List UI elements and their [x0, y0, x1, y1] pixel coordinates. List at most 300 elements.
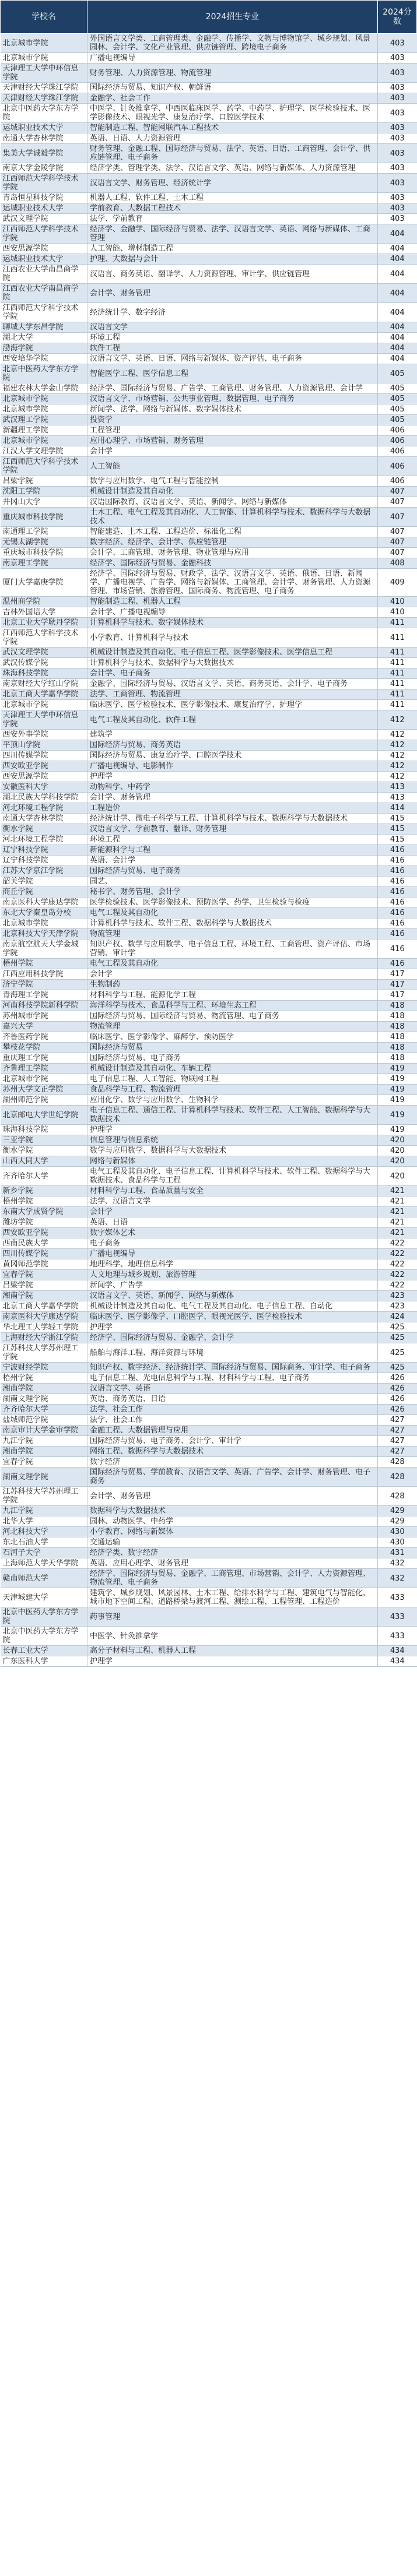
score-cell: 403 [378, 93, 417, 104]
major-cell: 数学与应用数学、电气工程与智能控制 [87, 476, 378, 487]
major-cell: 经济学类、管理学类、法学、汉语言文学、英语、网络与新媒体、人力资源管理 [87, 163, 378, 174]
school-cell: 攀枝花学院 [1, 1043, 87, 1053]
table-row [1, 1363, 417, 1373]
score-cell: 403 [378, 133, 417, 144]
score-cell: 413 [378, 782, 417, 793]
school-cell: 南京医科大学康达学院 [1, 1312, 87, 1322]
major-cell: 法学、工商管理、物流管理 [87, 689, 378, 700]
major-cell: 智能医学工程、医学信息工程 [87, 364, 378, 383]
table-row [1, 1291, 417, 1301]
table-row [1, 658, 417, 668]
major-cell: 汉语言文学、英语、日语、网络与新媒体、资产评估、电子商务 [87, 354, 378, 364]
header-school: 学校名 [1, 1, 87, 34]
school-cell: 湖南文理学院 [1, 1468, 87, 1487]
school-cell: 新乡学院 [1, 1186, 87, 1196]
table-row [1, 980, 417, 990]
school-cell: 重庆理工学院 [1, 1053, 87, 1064]
table-row [1, 497, 417, 508]
table-row [1, 740, 417, 751]
table-row [1, 537, 417, 548]
table-row [1, 1312, 417, 1322]
score-cell: 403 [378, 163, 417, 174]
major-cell: 材料科学与工程、能源化学工程 [87, 990, 378, 1001]
score-cell: 405 [378, 383, 417, 394]
major-cell: 人文地理与城乡规划、旅游管理 [87, 1270, 378, 1280]
school-cell: 赣南师范大学 [1, 1569, 87, 1588]
school-cell: 天津城建大学 [1, 1588, 87, 1607]
school-cell: 武汉文理学院 [1, 214, 87, 224]
table-row [1, 1405, 417, 1415]
school-cell: 湘南学院 [1, 1447, 87, 1457]
school-cell: 安徽医科大学 [1, 782, 87, 793]
table-row [1, 898, 417, 908]
score-cell: 404 [378, 354, 417, 364]
major-cell: 英语、应用心理学、财务管理 [87, 1558, 378, 1569]
major-cell: 护理学 [87, 1322, 378, 1333]
school-cell: 上海师范大学天华学院 [1, 1558, 87, 1569]
table-row [1, 333, 417, 343]
school-cell: 青岛恒星科技学院 [1, 193, 87, 203]
school-cell: 嘉兴大学 [1, 1022, 87, 1032]
table-row [1, 34, 417, 53]
major-cell: 新闻学、法学、网络与新媒体、数字媒体技术 [87, 404, 378, 415]
score-cell: 426 [378, 1373, 417, 1384]
school-cell: 东北石油大学 [1, 1537, 87, 1548]
school-cell: 重庆城市科技学院 [1, 508, 87, 527]
table-row [1, 193, 417, 203]
school-cell: 东北大学秦皇岛分校 [1, 908, 87, 919]
major-cell: 计算机科学与技术、数字媒体技术 [87, 618, 378, 628]
score-cell: 403 [378, 214, 417, 224]
table-row [1, 446, 417, 457]
table-row [1, 1085, 417, 1095]
school-cell: 南通理工学院 [1, 527, 87, 537]
header-score: 2024分数 [378, 1, 417, 34]
table-row [1, 1343, 417, 1363]
table-row [1, 1125, 417, 1135]
school-cell: 聊城大学东昌学院 [1, 322, 87, 333]
major-cell: 智能制造工程、智能网联汽车工程技术 [87, 123, 378, 133]
table-row [1, 877, 417, 887]
score-cell: 403 [378, 144, 417, 163]
table-row [1, 1249, 417, 1259]
score-cell: 416 [378, 845, 417, 856]
table-header-row [1, 1, 417, 34]
major-cell: 汉语言、商务英语、翻译学、人力资源管理、审计学、供应链管理 [87, 265, 378, 284]
major-cell: 经济学、国际经济与贸易、金融学、工商管理、市场营销、会计学、人力资源管理、物流管理、电子商务 [87, 1569, 378, 1588]
score-cell: 413 [378, 793, 417, 803]
major-cell: 国际经济与贸易、电子商务 [87, 866, 378, 877]
score-cell: 412 [378, 772, 417, 782]
major-cell: 数学与应用数学、数据科学与大数据技术 [87, 1146, 378, 1156]
score-cell: 405 [378, 404, 417, 415]
school-cell: 齐鲁医药学院 [1, 1032, 87, 1043]
school-cell: 北京中医药大学东方学院 [1, 1607, 87, 1627]
score-cell: 411 [378, 647, 417, 658]
table-row [1, 487, 417, 497]
school-cell: 湘南学院 [1, 1384, 87, 1394]
major-cell: 英语、日语、人力资源管理 [87, 133, 378, 144]
score-cell: 407 [378, 537, 417, 548]
major-cell: 汉语言文学、英语、新闻学、网络与新媒体 [87, 1291, 378, 1301]
major-cell: 英语、商务英语、日语 [87, 1394, 378, 1405]
score-cell: 404 [378, 284, 417, 303]
table-row [1, 824, 417, 835]
school-cell: 南京医科大学康达学院 [1, 898, 87, 908]
major-cell: 机械设计制造及其自动化 [87, 487, 378, 497]
score-cell: 428 [378, 1487, 417, 1506]
school-cell: 上海财经大学浙江学院 [1, 1333, 87, 1343]
school-cell: 河北环境工程学院 [1, 835, 87, 845]
major-cell: 法学、汉语言文学 [87, 1196, 378, 1207]
major-cell: 生物制药 [87, 980, 378, 990]
school-cell: 北京中医药大学东方学院 [1, 364, 87, 383]
major-cell: 知识产权、数字经济、经济统计学、国际经济与贸易、国际商务、审计学、电子商务 [87, 1363, 378, 1373]
score-cell: 427 [378, 1447, 417, 1457]
school-cell: 华北理工大学轻工学院 [1, 1322, 87, 1333]
table-row [1, 144, 417, 163]
table-row [1, 887, 417, 898]
school-cell: 长春工业大学 [1, 1646, 87, 1656]
table-row [1, 508, 417, 527]
major-cell: 广播电视编导 [87, 53, 378, 64]
score-cell: 428 [378, 1468, 417, 1487]
major-cell: 国际经济与贸易、国际经济与贸易、物流管理、电子商务 [87, 1011, 378, 1022]
table-row [1, 803, 417, 814]
school-cell: 宁波财经学院 [1, 1363, 87, 1373]
major-cell: 汉语国际教育、汉语言文学、英语、新闻学、网络与新媒体 [87, 497, 378, 508]
major-cell: 电子信息工程、通信工程、计算机科学与技术、软件工程、人工智能、数据科学与大数据技术 [87, 1106, 378, 1125]
table-row [1, 730, 417, 740]
table-row [1, 457, 417, 476]
school-cell: 商丘学院 [1, 887, 87, 898]
table-row [1, 814, 417, 824]
table-row [1, 415, 417, 425]
score-cell: 428 [378, 1457, 417, 1468]
major-cell: 医学检验技术、医学影像技术、预防医学、药学、卫生检验与检疫 [87, 898, 378, 908]
table-row [1, 394, 417, 404]
school-cell: 韶关学院 [1, 877, 87, 887]
school-cell: 天津财经大学珠江学院 [1, 83, 87, 93]
table-row [1, 303, 417, 322]
major-cell: 物流管理 [87, 1022, 378, 1032]
score-cell: 430 [378, 1527, 417, 1537]
score-cell: 434 [378, 1646, 417, 1656]
table-row [1, 254, 417, 265]
table-row [1, 1516, 417, 1527]
table-row [1, 793, 417, 803]
score-cell: 415 [378, 814, 417, 824]
school-cell: 湘南学院 [1, 1291, 87, 1301]
school-cell: 江西应用科技学院 [1, 969, 87, 980]
score-cell: 404 [378, 254, 417, 265]
score-cell: 416 [378, 856, 417, 866]
table-row [1, 647, 417, 658]
school-cell: 武汉理工学院 [1, 415, 87, 425]
score-cell: 416 [378, 898, 417, 908]
school-cell: 天津理工大学中环信息学院 [1, 710, 87, 730]
score-cell: 412 [378, 710, 417, 730]
score-cell: 410 [378, 607, 417, 618]
school-cell: 江西师范大学科学技术学院 [1, 303, 87, 322]
table-row [1, 1415, 417, 1426]
school-cell: 四川传媒学院 [1, 751, 87, 761]
table-row [1, 1228, 417, 1238]
table-row [1, 1373, 417, 1384]
table-row [1, 1301, 417, 1312]
school-cell: 西安欧亚学院 [1, 761, 87, 772]
school-cell: 湖州师范学院 [1, 1095, 87, 1106]
score-cell: 430 [378, 1537, 417, 1548]
score-cell: 410 [378, 597, 417, 607]
score-cell: 421 [378, 1196, 417, 1207]
major-cell: 软件工程 [87, 343, 378, 354]
score-cell: 420 [378, 1146, 417, 1156]
school-cell: 天津理工大学中环信息学院 [1, 64, 87, 83]
school-cell: 潍坊学院 [1, 1217, 87, 1228]
table-row [1, 548, 417, 558]
table-row [1, 919, 417, 929]
major-cell: 机器人工程、软件工程、土木工程 [87, 193, 378, 203]
table-row [1, 425, 417, 436]
table-row [1, 1558, 417, 1569]
score-cell: 421 [378, 1217, 417, 1228]
table-row [1, 679, 417, 689]
school-cell: 江西农业大学南昌商学院 [1, 265, 87, 284]
school-cell: 广东医科大学 [1, 1656, 87, 1667]
major-cell: 电气工程及其自动化、软件工程 [87, 710, 378, 730]
score-cell: 416 [378, 929, 417, 939]
major-cell: 人工智能、增材制造工程 [87, 244, 378, 254]
major-cell: 物流管理 [87, 929, 378, 939]
school-cell: 四川传媒学院 [1, 1249, 87, 1259]
score-cell: 412 [378, 751, 417, 761]
table-row [1, 1156, 417, 1167]
major-cell: 新能源科学与工程 [87, 845, 378, 856]
school-cell: 北京城市学院 [1, 700, 87, 710]
score-cell: 407 [378, 527, 417, 537]
school-cell: 北京城市学院 [1, 1074, 87, 1085]
major-cell: 国际经济与贸易、电子商务 [87, 1053, 378, 1064]
major-cell: 会计学、财务管理 [87, 1487, 378, 1506]
table-row [1, 1032, 417, 1043]
table-row [1, 558, 417, 569]
major-cell: 地理科学、地理信息科学 [87, 1259, 378, 1270]
school-cell: 武汉文理学院 [1, 647, 87, 658]
table-row [1, 782, 417, 793]
major-cell: 环境工程 [87, 835, 378, 845]
major-cell: 国际经济与贸易、商务英语 [87, 740, 378, 751]
table-row [1, 1426, 417, 1436]
major-cell: 小学教育、网络与新媒体 [87, 1527, 378, 1537]
major-cell: 会计学、电子商务 [87, 668, 378, 679]
major-cell: 会计学 [87, 446, 378, 457]
score-cell: 403 [378, 174, 417, 193]
school-cell: 厦门大学嘉庚学院 [1, 569, 87, 597]
major-cell: 数字经济 [87, 1457, 378, 1468]
school-cell: 齐鲁理工学院 [1, 1064, 87, 1074]
school-cell: 北京工业大学耿丹学院 [1, 618, 87, 628]
major-cell: 数字媒体艺术 [87, 1228, 378, 1238]
major-cell: 电子信息工程、光电信息科学与工程、材料科学与工程、电子商务 [87, 1373, 378, 1384]
score-cell: 427 [378, 1426, 417, 1436]
major-cell: 会计学、财务管理 [87, 284, 378, 303]
table-row [1, 203, 417, 214]
school-cell: 无锡太湖学院 [1, 537, 87, 548]
score-cell: 419 [378, 1106, 417, 1125]
table-row [1, 284, 417, 303]
school-cell: 北京城市学院 [1, 394, 87, 404]
major-cell: 国际经济与贸易、学前教育、汉语言文学、英语、广告学、会计学、财务管理、电子商务 [87, 1468, 378, 1487]
school-cell: 济宁学院 [1, 980, 87, 990]
score-cell: 416 [378, 908, 417, 919]
score-cell: 420 [378, 1135, 417, 1146]
score-cell: 406 [378, 476, 417, 487]
table-row [1, 93, 417, 104]
table-row [1, 1487, 417, 1506]
major-cell: 财务管理、人力资源管理、物流管理 [87, 64, 378, 83]
major-cell: 工程造价 [87, 803, 378, 814]
school-cell: 宜春学院 [1, 1270, 87, 1280]
table-row [1, 1207, 417, 1217]
score-cell: 417 [378, 980, 417, 990]
school-cell: 江苏科技大学苏州理工学院 [1, 1343, 87, 1363]
table-row [1, 1064, 417, 1074]
major-cell: 园艺、 [87, 877, 378, 887]
score-cell: 416 [378, 959, 417, 969]
major-cell: 会计学、财务管理 [87, 793, 378, 803]
major-cell: 动物科学、中药学 [87, 782, 378, 793]
table-row [1, 436, 417, 446]
score-cell: 404 [378, 224, 417, 244]
table-row [1, 1106, 417, 1125]
table-row [1, 1656, 417, 1667]
school-cell: 江汉大学文理学院 [1, 446, 87, 457]
score-cell: 425 [378, 1333, 417, 1343]
table-row [1, 104, 417, 123]
school-cell: 渤海学院 [1, 343, 87, 354]
major-cell: 经济学、国际经济与贸易、财政学、法学、汉语言文学、英语、俄语、日语、新闻学、广播电视学、广告学、网络与新媒体、工商管理、会计学、财务管理、人力资源管理、市场营销、旅游管理、国际商务、物流管理、电子商务 [87, 569, 378, 597]
major-cell: 学前教育、大数据工程技术 [87, 203, 378, 214]
score-cell: 420 [378, 1156, 417, 1167]
school-cell: 江西农业大学南昌商学院 [1, 284, 87, 303]
major-cell: 人工智能 [87, 457, 378, 476]
table-row [1, 1280, 417, 1291]
score-cell: 425 [378, 1322, 417, 1333]
school-cell: 河北科技大学 [1, 1527, 87, 1537]
table-row [1, 1457, 417, 1468]
score-cell: 422 [378, 1259, 417, 1270]
score-cell: 433 [378, 1588, 417, 1607]
major-cell: 小学教育、计算机科学与技术 [87, 628, 378, 647]
major-cell: 信息管理与信息系统 [87, 1135, 378, 1146]
score-cell: 406 [378, 436, 417, 446]
score-cell: 411 [378, 618, 417, 628]
table-row [1, 689, 417, 700]
table-row [1, 1167, 417, 1186]
school-cell: 北京城市学院 [1, 436, 87, 446]
major-cell: 中医学、针灸推拿学、中西医临床医学、药学、中药学、护理学、医学检验技术、医学影像技术、眼视光学、康复治疗学、口腔医学技术 [87, 104, 378, 123]
major-cell: 食品科学与工程、物流管理 [87, 1085, 378, 1095]
table-row [1, 214, 417, 224]
table-row [1, 969, 417, 980]
school-cell: 湖北民族大学科技学院 [1, 793, 87, 803]
school-cell: 江苏科技大学苏州理工学院 [1, 1487, 87, 1506]
school-cell: 江西师范大学科学技术学院 [1, 174, 87, 193]
school-cell: 北京城市学院 [1, 53, 87, 64]
major-cell: 建筑学 [87, 730, 378, 740]
score-cell: 416 [378, 887, 417, 898]
major-cell: 护理学 [87, 1656, 378, 1667]
school-cell: 西安外事学院 [1, 730, 87, 740]
score-cell: 406 [378, 425, 417, 436]
school-cell: 吕梁学院 [1, 476, 87, 487]
score-cell: 423 [378, 1291, 417, 1301]
score-cell: 427 [378, 1436, 417, 1447]
major-cell: 材料科学与工程、食品质量与安全 [87, 1186, 378, 1196]
school-cell: 北京邮电大学世纪学院 [1, 1106, 87, 1125]
table-body [1, 34, 417, 1667]
major-cell: 会计学 [87, 1207, 378, 1217]
score-cell: 404 [378, 244, 417, 254]
school-cell: 珠海科技学院 [1, 1125, 87, 1135]
table-row [1, 1646, 417, 1656]
school-cell: 集美大学诚毅学院 [1, 144, 87, 163]
table-row [1, 1588, 417, 1607]
table-row [1, 383, 417, 394]
score-cell: 418 [378, 1001, 417, 1011]
score-cell: 404 [378, 343, 417, 354]
score-cell: 404 [378, 322, 417, 333]
table-row [1, 607, 417, 618]
major-cell: 数字经济、经济学、会计学、供应链管理 [87, 537, 378, 548]
school-cell: 齐齐哈尔大学 [1, 1167, 87, 1186]
score-cell: 421 [378, 1207, 417, 1217]
score-cell: 404 [378, 303, 417, 322]
score-cell: 404 [378, 333, 417, 343]
major-cell: 智能建造、土木工程、工程造价、标准化工程 [87, 527, 378, 537]
table-row [1, 1001, 417, 1011]
major-cell: 计算机科学与技术、软件工程、数据科学与大数据技术 [87, 919, 378, 929]
table-row [1, 1011, 417, 1022]
school-cell: 江苏大学京江学院 [1, 866, 87, 877]
table-row [1, 835, 417, 845]
score-cell: 403 [378, 83, 417, 93]
score-cell: 416 [378, 877, 417, 887]
major-cell: 会计学、工商管理、财务管理、物业管理与应用 [87, 548, 378, 558]
major-cell: 经济统计学、微电子科学与工程、计算机科学与技术、数据科学与大数据技术 [87, 814, 378, 824]
table-row [1, 1043, 417, 1053]
major-cell: 国际经济与贸易 [87, 1043, 378, 1053]
table-row [1, 1436, 417, 1447]
major-cell: 金融学、社会工作 [87, 93, 378, 104]
score-cell: 411 [378, 658, 417, 668]
major-cell: 汉语言文学 [87, 322, 378, 333]
major-cell: 机械设计制造及其自动化、车辆工程 [87, 1064, 378, 1074]
table-row [1, 1095, 417, 1106]
score-cell: 416 [378, 866, 417, 877]
score-cell: 411 [378, 679, 417, 689]
school-cell: 南京大学金陵学院 [1, 163, 87, 174]
major-cell: 财务管理、金融工程、国际经济与贸易、法学、英语、日语、工商管理、会计学、供应链管理、电子商务 [87, 144, 378, 163]
score-cell: 433 [378, 1607, 417, 1627]
table-row [1, 174, 417, 193]
school-cell: 苏州城市学院 [1, 1011, 87, 1022]
major-cell: 电气工程及其自动化 [87, 959, 378, 969]
school-cell: 九江学院 [1, 1436, 87, 1447]
major-cell: 经济学、国际经济与贸易、金融学、会计学 [87, 1333, 378, 1343]
score-cell: 411 [378, 700, 417, 710]
